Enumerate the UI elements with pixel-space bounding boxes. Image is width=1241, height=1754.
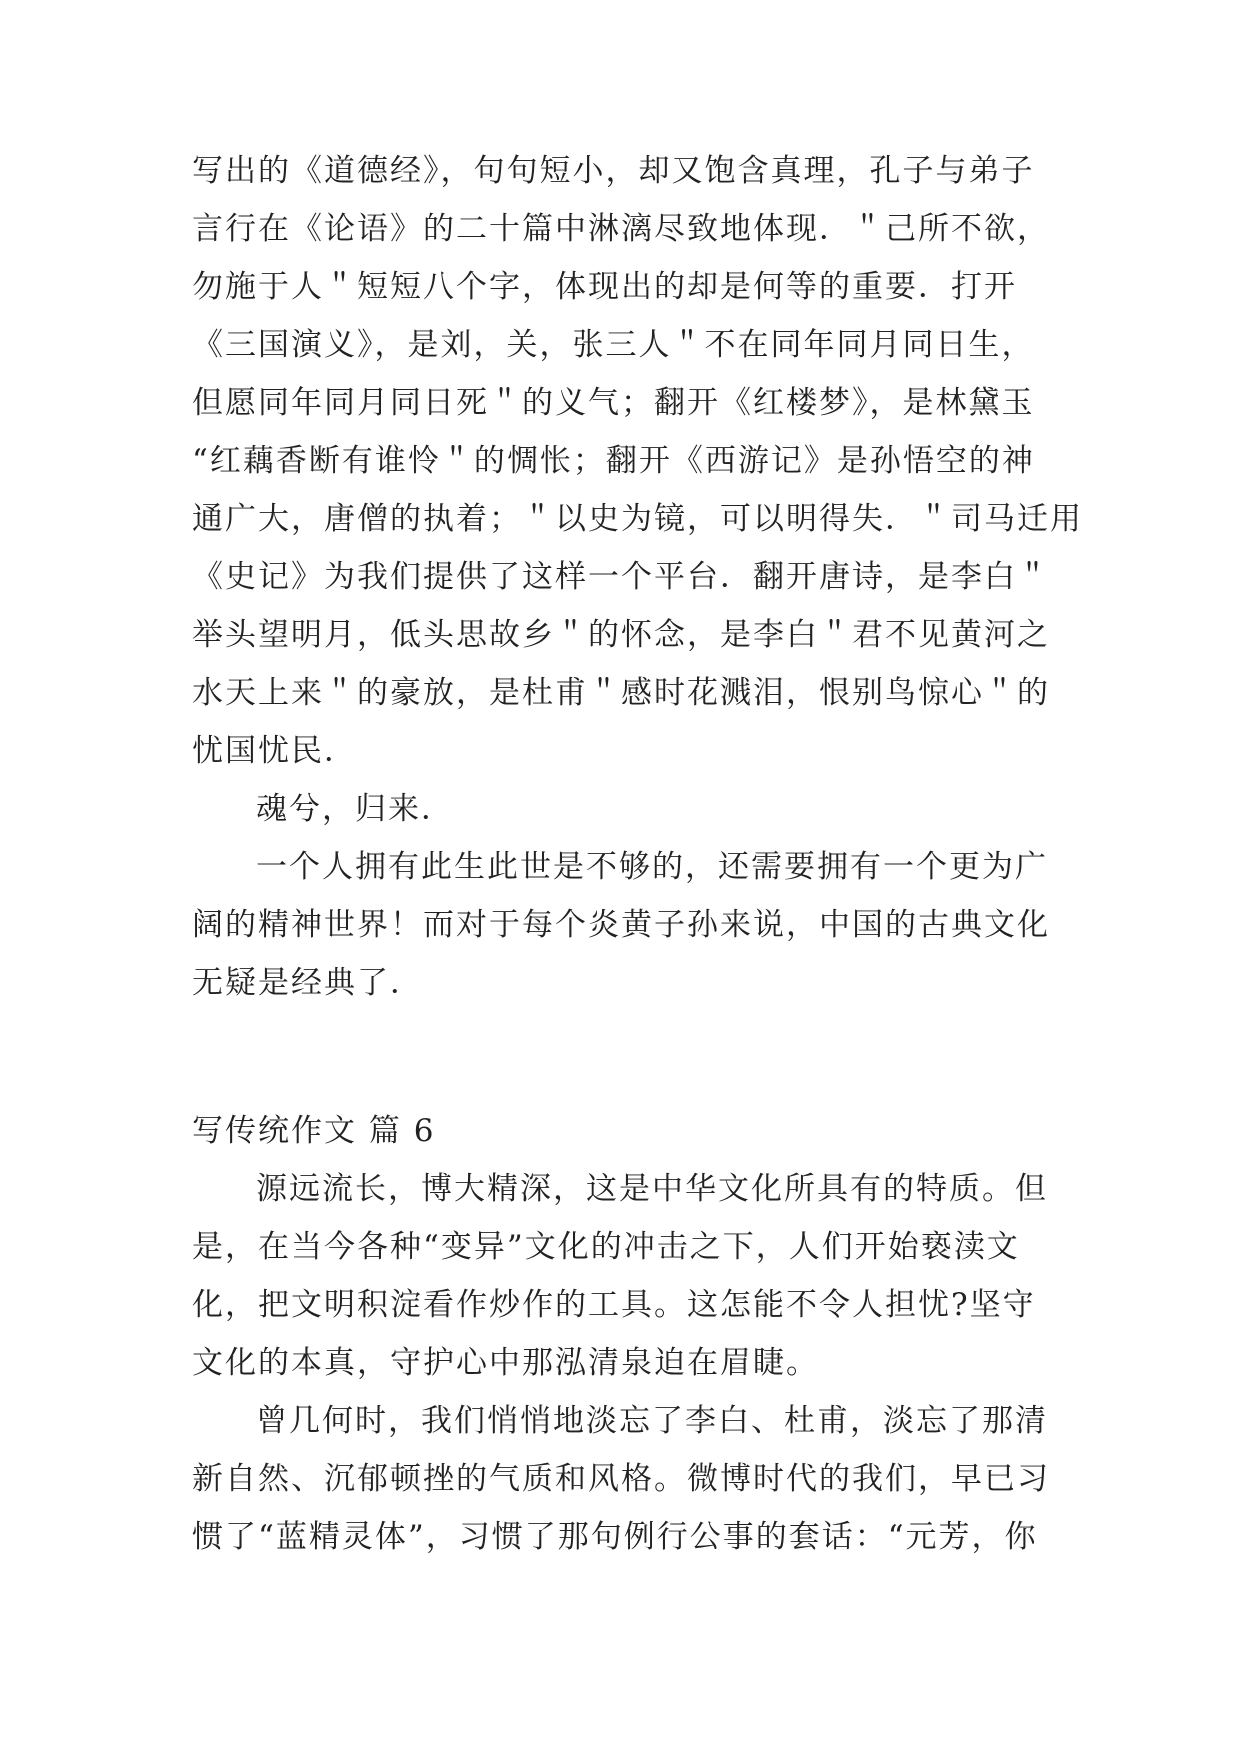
text-line: 化，把文明积淀看作炒作的工具。这怎能不令人担忧?坚守 bbox=[192, 1287, 1036, 1323]
text-line: 举头望明月，低头思故乡＂的怀念，是李白＂君不见黄河之 bbox=[192, 617, 1050, 653]
text-line: 通广大，唐僧的执着；＂以史为镜，可以明得失．＂司马迁用 bbox=[192, 501, 1083, 537]
section-heading: 写传统作文 篇 6 bbox=[192, 1113, 436, 1149]
text-line: 阔的精神世界！而对于每个炎黄子孙来说，中国的古典文化 bbox=[192, 907, 1050, 943]
text-line: 言行在《论语》的二十篇中淋漓尽致地体现．＂己所不欲， bbox=[192, 211, 1050, 247]
text-line: 但愿同年同月同日死＂的义气；翻开《红楼梦》，是林黛玉 bbox=[192, 385, 1035, 421]
text-line: 文化的本真，守护心中那泓清泉迫在眉睫。 bbox=[192, 1345, 819, 1381]
essay-paragraph bbox=[192, 1160, 1052, 1566]
text-line: 《史记》为我们提供了这样一个平台．翻开唐诗，是李白＂ bbox=[192, 559, 1050, 595]
text-line: 忧国忧民． bbox=[192, 733, 357, 769]
text-line: 是，在当今各种“变异”文化的冲击之下，人们开始亵渎文 bbox=[192, 1229, 1020, 1265]
essay-paragraph bbox=[192, 142, 1083, 1012]
text-line: 《三国演义》，是刘，关，张三人＂不在同年同月同日生， bbox=[192, 327, 1035, 363]
text-line: 无疑是经典了． bbox=[192, 965, 423, 1001]
paragraph-line: 魂兮，归来． bbox=[256, 791, 454, 827]
text-line: “红藕香断有谁怜＂的惆怅；翻开《西游记》是孙悟空的神 bbox=[192, 443, 1035, 479]
text-line: 惯了“蓝精灵体”，习惯了那句例行公事的套话：“元芳，你 bbox=[192, 1519, 1038, 1555]
text-line: 新自然、沉郁顿挫的气质和风格。微博时代的我们，早已习 bbox=[192, 1461, 1050, 1497]
text-line: 写出的《道德经》，句句短小，却又饱含真理，孔子与弟子 bbox=[192, 153, 1035, 189]
text-line: 勿施于人＂短短八个字，体现出的却是何等的重要．打开 bbox=[192, 269, 1017, 305]
text-line: 曾几何时，我们悄悄地淡忘了李白、杜甫，淡忘了那清 bbox=[256, 1403, 1048, 1439]
text-line: 一个人拥有此生此世是不够的，还需要拥有一个更为广 bbox=[256, 849, 1048, 885]
text-line: 水天上来＂的豪放，是杜甫＂感时花溅泪，恨别鸟惊心＂的 bbox=[192, 675, 1050, 711]
text-line: 源远流长，博大精深，这是中华文化所具有的特质。但 bbox=[256, 1171, 1048, 1207]
